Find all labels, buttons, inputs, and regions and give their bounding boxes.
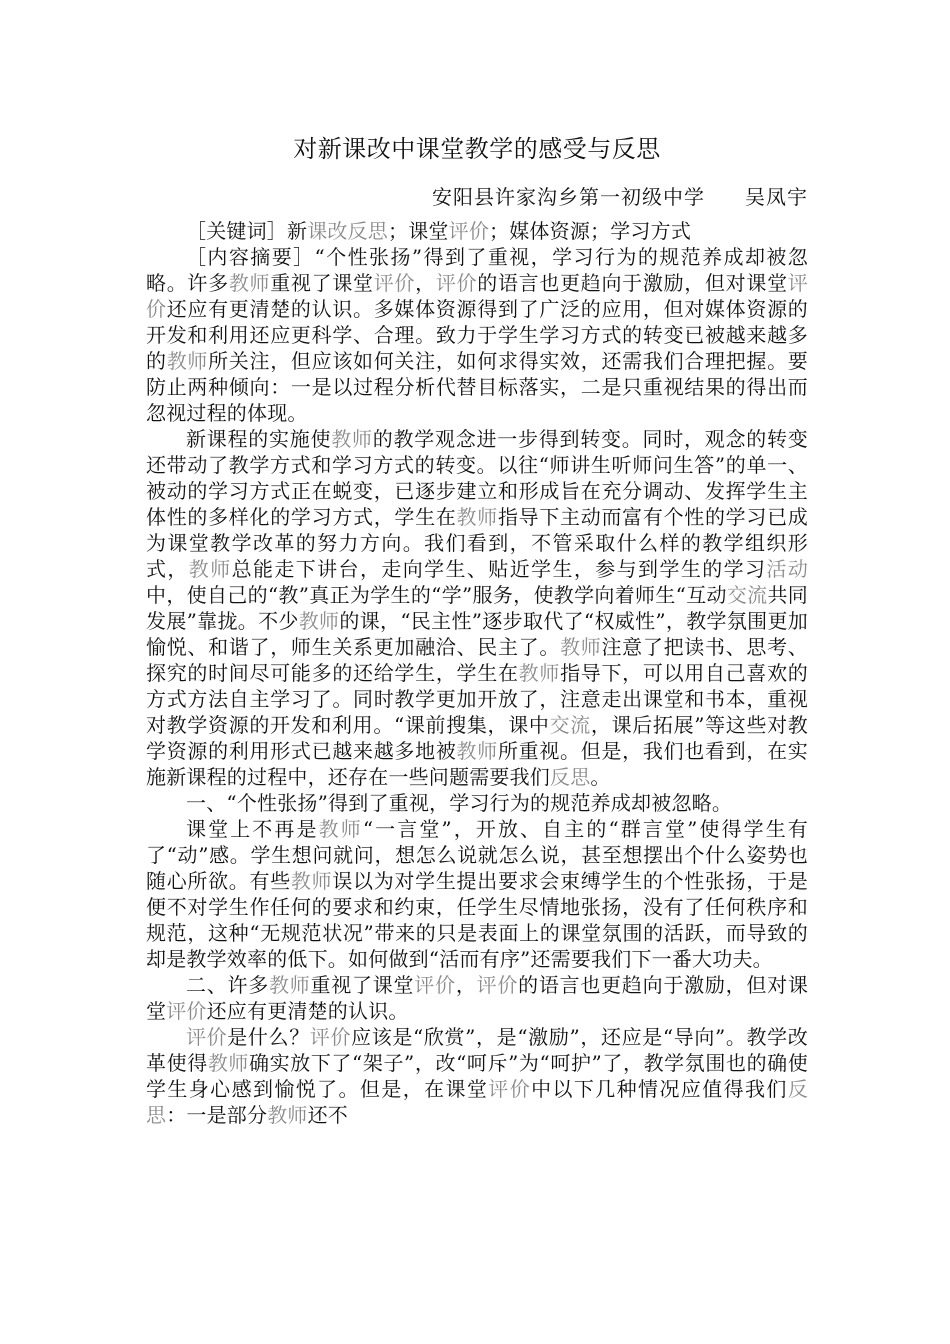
text-run: 指导下主动而富有个性的学习已成为课堂教学改革的努力方向。我们看到，不管采取什么样的教学组织形式， [146,505,808,581]
document-page [146,132,808,1128]
highlighted-term: 教师 [188,557,232,581]
text-run: “一言堂”，开放、自主的“群言堂”使得学生有了“动”感。学生想问就问，想怎么说就怎么说，甚至想摆出个什么姿势也随心所欲。有些 [146,817,808,893]
text-run: 中，使自己的“教”真正为学生的“学”服务，使教学向着师生“互动 [146,583,727,607]
highlighted-term: 教师 [518,661,561,685]
section-heading [146,790,808,816]
text-run: 还应有更清楚的认识。多媒体资源得到了广泛的应用，但对媒体资源的开发和利用还应更科学、合理。致力于学生学习方式的转变已被越来越多的 [146,297,808,373]
text-run: 重视了课堂 [310,973,415,997]
abstract-paragraph [146,244,808,426]
text-run: ［内容摘要］“个性张扬”得到了重视，学习行为的规范养成却被忽略。许多 [146,245,808,295]
highlighted-term: 教师 [166,349,209,373]
text-run: ， [455,973,477,997]
text-run: 确实放下了“架子”，改“呵斥”为“呵护”了，教学氛围也的确使学生身心感到愉悦了。但是，在课堂 [146,1051,808,1101]
highlighted-term: 评价 [414,973,456,997]
section-heading [146,972,808,1024]
text-run: 应该是“欣赏”，是“激励”，还应是“导向”。教学改革使得 [146,1025,808,1075]
text-run: 一、“个性张扬”得到了重视，学习行为的规范养成却被忽略。 [186,791,733,815]
highlighted-term: 教师 [207,1051,250,1075]
body-paragraph [146,426,808,790]
highlighted-term: 交流 [549,713,591,737]
text-run: ；媒体资源；学习方式 [489,219,692,243]
text-run: 注意了把读书、思考、探究的时间尽可能多的还给学生，学生在 [146,635,808,685]
highlighted-term: 教师 [228,271,271,295]
highlighted-term: 教师 [456,505,498,529]
highlighted-term: 反思 [146,1077,809,1127]
highlighted-term: 教师 [267,1103,308,1127]
highlighted-term: 反思 [550,765,591,789]
text-run: 还不 [307,1103,349,1127]
text-run: 。 [590,765,611,789]
text-run: ［关键词］新 [186,219,308,243]
highlighted-term: 评价 [146,271,808,321]
text-run: 所关注，但应该如何关注，如何求得实效，还需我们合理把握。要防止两种倾向：一是以过程分析代替目标落实，二是只重视结果的得出而忽视过程的体现。 [146,349,808,425]
body-paragraph [146,816,808,972]
highlighted-term: 评价 [448,219,490,243]
highlighted-term: 教师 [560,635,602,659]
text-run: ，课后拓展”等这些对教学资源的利用形式已越来越多地被 [146,713,808,763]
text-run: 重视了课堂 [270,271,374,295]
text-run: 所重视。但是，我们也看到，在实施新课程的过程中，还存在一些问题需要我们 [146,739,808,789]
document-title: 对新课改中课堂教学的感受与反思 [293,135,661,163]
highlighted-term: 教师 [290,869,333,893]
text-run: 共同发展”靠拢。不少 [146,583,808,633]
text-run: 误以为对学生提出要求会束缚学生的个性张扬，于是便不对学生作任何的要求和约束，任学生尽情地张扬，没有了任何秩序和规范，这种“无规范状况”带来的只是表面上的课堂氛围的活跃，而导致的却是教学效率的低下。如何做到“活而有序”还需要我们下一番大功夫。 [146,869,808,971]
text-run: 二、许多 [186,973,270,997]
text-run: 中以下几种情况应值得我们 [531,1077,788,1101]
keywords-paragraph [146,218,808,244]
highlighted-term: 教师 [269,973,311,997]
highlighted-term: 课改反思 [307,219,389,243]
highlighted-term: 评价 [373,271,416,295]
text-run: 的语言也更趋向于激励，但对课堂 [477,271,788,295]
text-run: ：一是部分 [166,1103,268,1127]
body-paragraph [146,1024,808,1128]
highlighted-term: 交流 [726,583,768,607]
text-run: 还应有更清楚的认识。 [206,999,409,1023]
highlighted-term: 教师 [318,817,363,841]
document-body [146,218,808,1128]
highlighted-term: 评价 [166,999,207,1023]
highlighted-term: 教师 [298,609,340,633]
text-run: 新课程的实施使 [186,427,332,451]
text-run: 是什么？ [227,1025,310,1049]
highlighted-term: 评价 [476,973,519,997]
highlighted-term: 评价 [186,1025,228,1049]
highlighted-term: 评价 [435,271,478,295]
author-line [146,182,808,212]
text-run: 的课，“民主性”逐步取代了“权威性”，教学氛围更加愉悦、和谐了，师生关系更加融洽、民主了。 [146,609,808,659]
highlighted-term: 教师 [456,739,498,763]
text-run: 的教学观念进一步得到转变。同时，观念的转变还带动了教学方式和学习方式的转变。以往“师讲生听师问生答”的单一、被动的学习方式正在蜕变，已逐步建立和形成旨在充分调动、发挥学生主体性的多样化的学习方式，学生在 [146,427,809,529]
text-run: 指导下，可以用自己喜欢的方式方法自主学习了。同时教学更加开放了，注意走出课堂和书本，重视对教学资源的开发和利用。“课前搜集，课中 [146,661,808,737]
author-name: 吴凤宇 [745,185,808,209]
text-run: 总能走下讲台，走向学生、贴近学生，参与到学生的学习 [231,557,767,581]
text-run: 的语言也更趋向于激励，但对课堂 [146,973,809,1023]
author-school: 安阳县许家沟乡第一初级中学 [432,185,705,209]
highlighted-term: 活动 [766,557,809,581]
text-run: ；课堂 [388,219,449,243]
highlighted-term: 教师 [331,427,373,451]
highlighted-term: 评价 [309,1025,352,1049]
highlighted-term: 评价 [488,1077,532,1101]
text-run: 课堂上不再是 [186,817,319,841]
text-run: ， [415,271,436,295]
